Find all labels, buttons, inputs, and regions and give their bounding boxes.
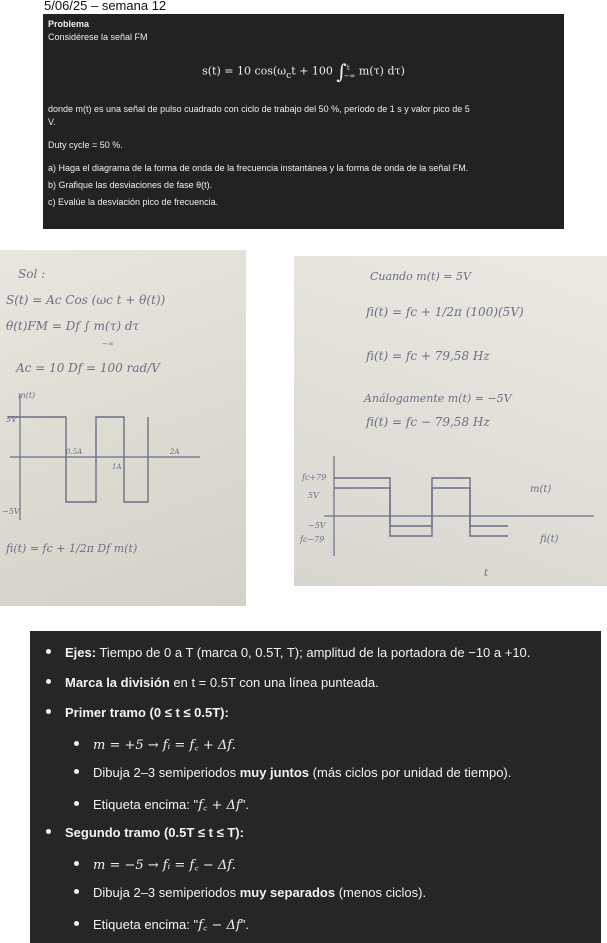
hw2-5v: 5V bbox=[308, 491, 319, 500]
first-label-post: ". bbox=[240, 797, 249, 812]
bullet-division bbox=[46, 675, 379, 690]
second-label-post: ". bbox=[240, 917, 249, 932]
bullet-second-draw bbox=[74, 885, 426, 900]
bullet-first-draw bbox=[74, 765, 511, 780]
problem-intro: Considérese la señal FM bbox=[48, 32, 148, 42]
hw-inst-freq: fi(t) = fc + 1/2π Df m(t) bbox=[6, 542, 138, 555]
formula-sub: c bbox=[286, 69, 292, 81]
problem-line-1: donde m(t) es una señal de pulso cuadrado con ciclo de trabajo del 50 %, período de 1 s y valor pico de 5 bbox=[48, 103, 470, 114]
handwritten-notes-left bbox=[0, 250, 246, 606]
hw2-minus5v: −5V bbox=[308, 521, 326, 530]
bullet-dot bbox=[74, 921, 79, 926]
bullet-dot bbox=[74, 889, 79, 894]
item-a: a) Haga el diagrama de la forma de onda de la frecuencia instantánea y la forma de onda de la señal FM. bbox=[48, 162, 469, 173]
hw-m-label: m(t) bbox=[18, 391, 36, 400]
first-label-pre: Etiqueta encima: " bbox=[93, 797, 199, 812]
page-date: 5/06/25 – semana 12 bbox=[44, 0, 167, 13]
hw2-fc-minus: fc−79 bbox=[300, 535, 325, 544]
bullet-dot bbox=[74, 861, 79, 866]
formula-mid: t + 100 bbox=[291, 64, 333, 78]
second-draw-post: (menos ciclos). bbox=[335, 885, 427, 900]
formula-right: m(τ) dτ) bbox=[358, 64, 405, 78]
bullet-axes bbox=[46, 645, 530, 660]
hw2-cuando: Cuando m(t) = 5V bbox=[370, 270, 471, 283]
axes-text: Tiempo de 0 a T (marca 0, 0.5T, T); amplitud de la portadora de −10 a +10. bbox=[96, 645, 531, 660]
handwritten-photo-right bbox=[294, 256, 607, 586]
answer-instructions bbox=[30, 631, 601, 943]
hw2-square-wave bbox=[334, 478, 508, 536]
item-c: c) Evalúe la desviación pico de frecuencia. bbox=[48, 196, 219, 207]
axes-label: Ejes: bbox=[65, 645, 97, 660]
bullet-second-segment bbox=[46, 825, 244, 840]
first-m-eq: m = +5 → fᵢ = f꜀ + Δf. bbox=[93, 738, 236, 753]
second-label-math: f꜀ − Δf bbox=[198, 918, 241, 933]
fm-formula bbox=[48, 59, 559, 84]
problem-statement bbox=[43, 14, 564, 229]
integral-sign: ∫ bbox=[336, 59, 347, 84]
hw-one: 1A bbox=[112, 463, 122, 471]
hw-phase: θ(t)FM = Df ∫ m(τ) dτ bbox=[6, 319, 140, 333]
duty-cycle: Duty cycle = 50 %. bbox=[48, 139, 123, 150]
bullet-first-m bbox=[74, 735, 236, 753]
bullet-second-m bbox=[74, 855, 236, 873]
second-label-pre: Etiqueta encima: " bbox=[93, 917, 199, 932]
hw2-fi-eq: fi(t) = fc + 1/2π (100)(5V) bbox=[366, 305, 524, 319]
second-draw-bold: muy separados bbox=[239, 885, 336, 900]
second-segment-title: Segundo tramo (0.5T ≤ t ≤ T): bbox=[65, 825, 244, 840]
bullet-dot bbox=[74, 769, 79, 774]
handwritten-notes-right bbox=[294, 256, 607, 586]
item-b: b) Grafique las desviaciones de fase θ(t). bbox=[48, 179, 213, 190]
first-draw-post: (más ciclos por unidad de tiempo). bbox=[309, 765, 512, 780]
problem-line-1b: V. bbox=[48, 116, 56, 127]
hw2-fi-label: fi(t) bbox=[540, 534, 559, 545]
hw-constants: Ac = 10 Df = 100 rad/V bbox=[16, 361, 160, 375]
bullet-dot bbox=[46, 829, 51, 834]
division-bold: Marca la división bbox=[65, 675, 170, 690]
bullet-dot bbox=[46, 649, 51, 654]
hw-square-wave bbox=[8, 417, 148, 502]
first-segment-title: Primer tramo (0 ≤ t ≤ 0.5T): bbox=[65, 705, 229, 720]
hw2-freq-wave bbox=[334, 488, 508, 526]
hw-half: 0.5A bbox=[66, 448, 83, 456]
bullet-dot bbox=[74, 741, 79, 746]
hw2-fc-plus: fc+79 bbox=[302, 473, 327, 482]
first-label-math: f꜀ + Δf bbox=[198, 798, 241, 813]
formula-left: s(t) = 10 cos(ω bbox=[202, 64, 287, 78]
bullet-second-label bbox=[74, 915, 249, 933]
bullet-dot bbox=[74, 801, 79, 806]
division-text: en t = 0.5T con una línea punteada. bbox=[169, 675, 379, 690]
hw-5v: 5V bbox=[6, 415, 17, 424]
hw-phase-lower: −∞ bbox=[102, 340, 114, 348]
hw2-m-label: m(t) bbox=[530, 484, 552, 495]
hw2-analog: Análogamente m(t) = −5V bbox=[364, 392, 512, 405]
bullet-dot bbox=[46, 679, 51, 684]
first-draw-bold: muy juntos bbox=[239, 765, 310, 780]
first-draw-pre: Dibuja 2–3 semiperiodos bbox=[93, 765, 240, 780]
hw-two: 2A bbox=[170, 448, 180, 456]
second-m-eq: m = −5 → fᵢ = f꜀ − Δf. bbox=[93, 858, 236, 873]
problem-title: Problema bbox=[48, 19, 90, 29]
hw-signal: S(t) = Ac Cos (ωc t + θ(t)) bbox=[6, 293, 166, 307]
bullet-dot bbox=[46, 709, 51, 714]
hw2-fi-plus: fi(t) = fc + 79,58 Hz bbox=[366, 349, 490, 363]
integral-lower: −∞ bbox=[343, 71, 356, 80]
hw2-t-label: t bbox=[484, 568, 489, 579]
bullet-first-segment bbox=[46, 705, 229, 720]
integral-upper: t bbox=[346, 64, 350, 72]
bullet-first-label bbox=[74, 795, 249, 813]
hw-sol: Sol : bbox=[18, 267, 46, 281]
hw2-fi-minus: fi(t) = fc − 79,58 Hz bbox=[366, 415, 490, 429]
handwritten-photo-left bbox=[0, 250, 246, 606]
hw-minus5v: −5V bbox=[2, 507, 20, 516]
second-draw-pre: Dibuja 2–3 semiperiodos bbox=[93, 885, 240, 900]
